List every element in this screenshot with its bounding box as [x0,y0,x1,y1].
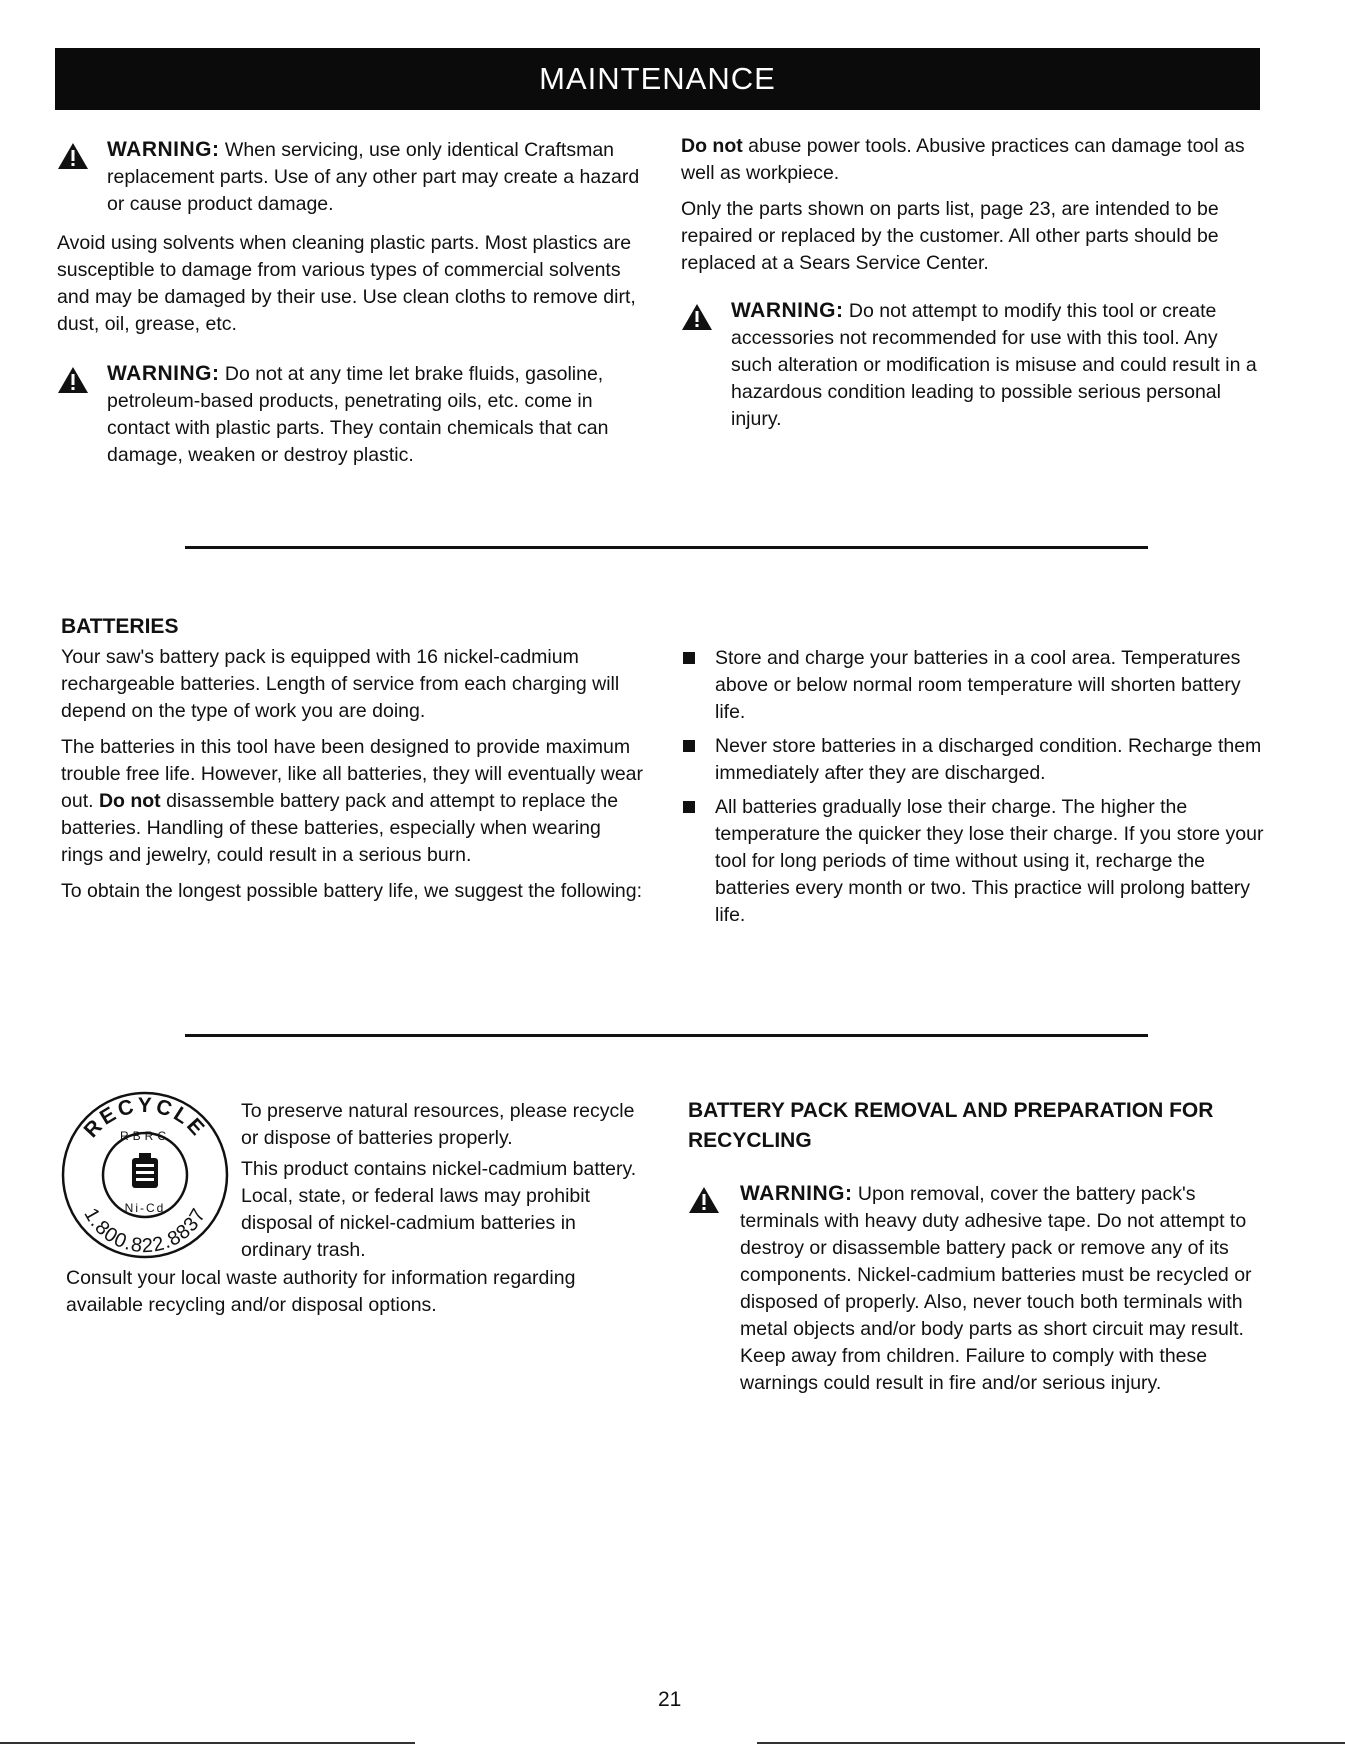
recycle-paragraph-2: This product contains nickel-cadmium battery. Local, state, or federal laws may prohibit disposal of nickel-cadmium batteries in ordinary trash. [241,1158,637,1261]
bullet-square-icon [683,740,695,752]
battery-icon [132,1153,158,1188]
warning-text: When servicing, use only identical Craftsman replacement parts. Use of any other part may create a hazard or cause product damage. [107,139,640,215]
batteries-paragraph-1: Your saw's battery pack is equipped with 16 nickel-cadmium rechargeable batteries. Length of service from each charging will depend on the type of work you are doing. [61,646,620,722]
page-number: 21 [658,1688,682,1711]
warning-triangle-icon [688,1186,720,1214]
rbrc-recycle-seal-icon [60,1090,230,1260]
warning-label: WARNING: [107,362,220,385]
warning-triangle-icon [57,366,89,394]
list-item-text: Never store batteries in a discharged condition. Recharge them immediately after they are discharged. [715,735,1262,784]
footer-line-right [757,1742,1345,1744]
warning-battery-terminals [688,1180,1268,1397]
warning-label: WARNING: [740,1182,853,1205]
warning-label: WARNING: [731,299,844,322]
warning-modify-tool [681,297,1264,433]
seal-chemistry: Ni-Cd [124,1201,166,1215]
bullet-square-icon [683,652,695,664]
section-divider [185,546,1148,549]
maintenance-right-column [681,133,1264,433]
warning-triangle-icon [681,303,713,331]
list-item-text: All batteries gradually lose their charge. The higher the temperature the quicker they lose their charge. If you store your tool for long periods of time without using it, recharge the batteries every month or two. This practice will prolong battery life. [715,796,1264,926]
abuse-paragraph [681,133,1264,187]
list-item-text: Store and charge your batteries in a cool area. Temperatures above or below normal room temperature will shorten battery life. [715,647,1241,723]
page-title: MAINTENANCE [539,61,776,96]
batteries-tips-list [681,645,1264,936]
warning-replacement-parts [57,136,642,218]
batteries-text: disassemble battery pack and attempt to replace the batteries. Handling of these batteries, especially when wearing rings and jewelry, could result in a serious burn. [61,790,619,866]
battery-removal-column [688,1096,1268,1397]
battery-removal-heading: BATTERY PACK REMOVAL AND PREPARATION FOR RECYCLING [688,1099,1214,1152]
list-item [681,794,1264,929]
warning-label: WARNING: [107,138,220,161]
footer-line-left [0,1742,415,1744]
list-item [681,733,1264,787]
recycle-text [241,1098,651,1264]
abuse-text: abuse power tools. Abusive practices can damage tool as well as workpiece. [681,135,1245,184]
solvents-paragraph: Avoid using solvents when cleaning plastic parts. Most plastics are susceptible to damage from various types of commercial solvents and may be damaged by their use. Use clean cloths to remove dirt, dust, oil, grease, etc. [57,232,636,335]
warning-text: Do not attempt to modify this tool or create accessories not recommended for use with this tool. Any such alteration or modification is misuse and could result in a hazardous condition leading to possible serious personal injury. [731,300,1257,430]
bold-do-not: Do not [681,135,743,157]
batteries-heading: BATTERIES [61,615,179,638]
warning-text: Do not at any time let brake fluids, gasoline, petroleum-based products, penetrating oils, etc. come in contact with plastic parts. They contain chemicals that can damage, weaken or destroy plastic. [107,363,609,466]
seal-org: RBRC [119,1129,171,1143]
bullet-square-icon [683,801,695,813]
section-divider [185,1034,1148,1037]
seal-top-text: RECYCLE [79,1093,211,1143]
batteries-text: The batteries in this tool have been designed to provide maximum trouble free life. However, like all batteries, they will eventually wear out. [61,736,644,812]
recycle-paragraph-1: To preserve natural resources, please recycle or dispose of batteries properly. [241,1100,635,1149]
batteries-left-column [61,612,646,914]
section-banner [55,48,1260,110]
batteries-paragraph-3: To obtain the longest possible battery life, we suggest the following: [61,880,643,902]
warning-brake-fluids [57,360,642,469]
warning-triangle-icon [57,142,89,170]
list-item [681,645,1264,726]
parts-list-paragraph: Only the parts shown on parts list, page 23, are intended to be repaired or replaced by the customer. All other parts should be replaced at a Sears Service Center. [681,198,1219,274]
bold-do-not: Do not [98,790,161,812]
seal-phone: 1.800.822.8837 [79,1204,211,1258]
warning-text: Upon removal, cover the battery pack's terminals with heavy duty adhesive tape. Do not attempt to destroy or disassemble battery pack or remove any of its components. Nickel-cadmium batteries must be recycled or disposed of properly. Also, never touch both terminals with metal objects and/or body parts as short circuit may result. Keep away from children. Failure to comply with these warnings could result in fire and/or serious injury. [740,1183,1252,1394]
batteries-paragraph-2 [61,734,646,869]
maintenance-left-column [57,136,642,469]
recycle-consult-paragraph: Consult your local waste authority for information regarding available recycling and/or disposal options. [66,1267,576,1316]
